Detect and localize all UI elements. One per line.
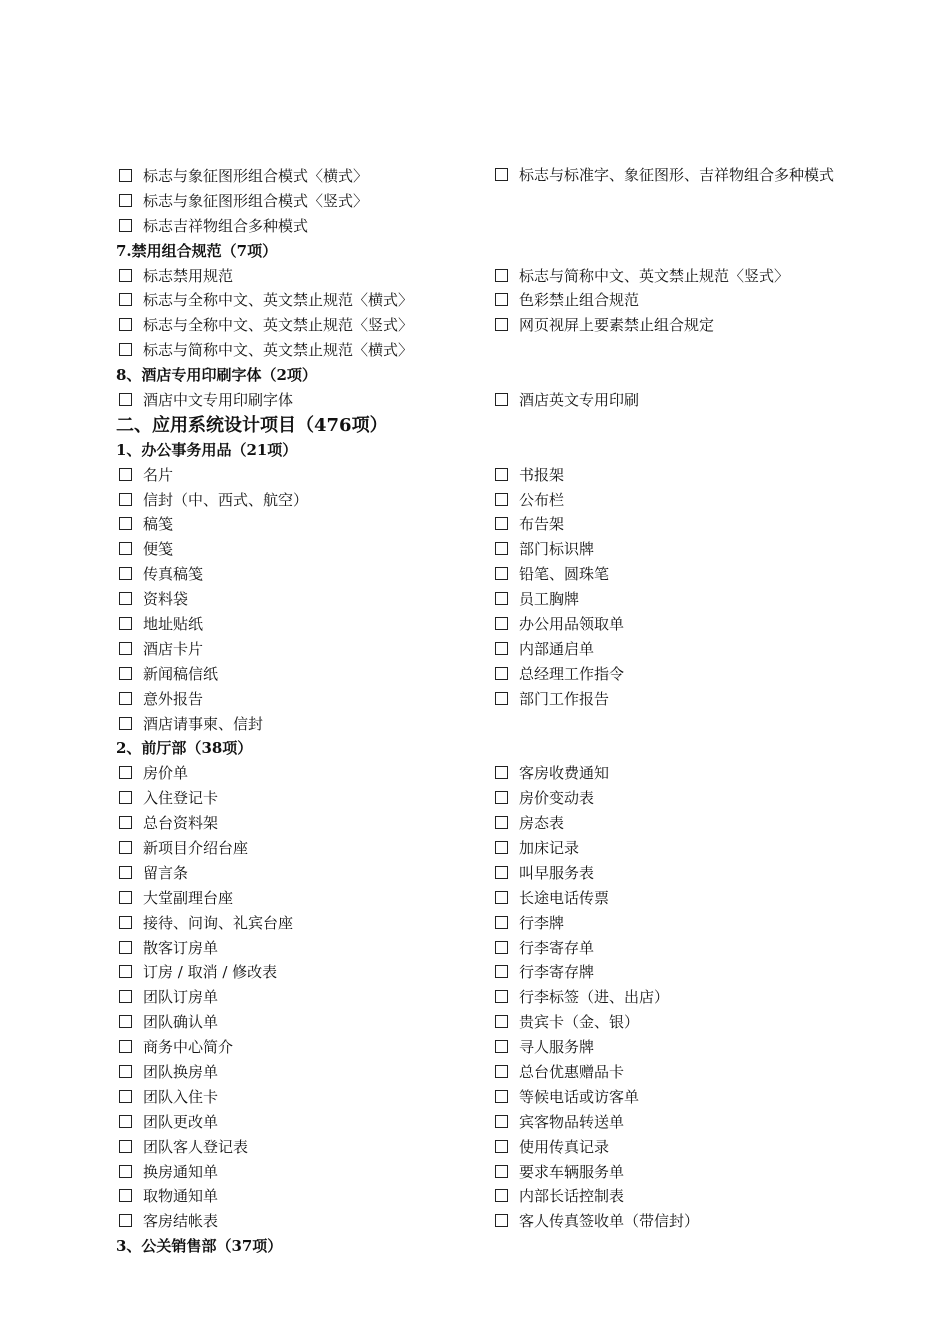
list-item: 取物通知单 <box>116 1185 492 1206</box>
list-item: 房态表 <box>492 812 846 833</box>
list-item: 传真稿笺 <box>116 563 492 584</box>
checkbox[interactable] <box>119 542 132 555</box>
list-item: 要求车辆服务单 <box>492 1161 846 1182</box>
checkbox[interactable] <box>495 468 508 481</box>
checkbox[interactable] <box>119 1140 132 1153</box>
checkbox[interactable] <box>119 891 132 904</box>
list-item: 大堂副理台座 <box>116 887 492 908</box>
list-item: 意外报告 <box>116 688 492 709</box>
list-item: 寻人服务牌 <box>492 1036 846 1057</box>
checkbox[interactable] <box>495 293 508 306</box>
checkbox[interactable] <box>119 393 132 406</box>
checkbox[interactable] <box>495 916 508 929</box>
checkbox[interactable] <box>119 318 132 331</box>
section-heading: 1、办公事务用品（21项） <box>116 440 298 459</box>
list-item: 团队订房单 <box>116 986 492 1007</box>
list-item: 新闻稿信纸 <box>116 663 492 684</box>
checkbox[interactable] <box>119 965 132 978</box>
list-item: 标志与简称中文、英文禁止规范〈竖式〉 <box>492 265 846 286</box>
checkbox[interactable] <box>119 1040 132 1053</box>
checkbox[interactable] <box>495 1040 508 1053</box>
list-item: 标志禁用规范 <box>116 265 492 286</box>
checkbox[interactable] <box>119 766 132 779</box>
list-item: 色彩禁止组合规范 <box>492 289 846 310</box>
checkbox[interactable] <box>119 269 132 282</box>
checkbox[interactable] <box>119 1165 132 1178</box>
part-heading: 二、应用系统设计项目（476项） <box>116 415 388 437</box>
checkbox[interactable] <box>119 791 132 804</box>
checkbox[interactable] <box>119 493 132 506</box>
checkbox[interactable] <box>495 965 508 978</box>
list-item: 行李寄存牌 <box>492 961 846 982</box>
list-item: 名片 <box>116 464 492 485</box>
checkbox[interactable] <box>495 941 508 954</box>
list-item: 房价变动表 <box>492 787 846 808</box>
checkbox[interactable] <box>119 517 132 530</box>
list-item: 团队更改单 <box>116 1111 492 1132</box>
list-item: 内部通启单 <box>492 638 846 659</box>
section-heading: 7.禁用组合规范（7项） <box>116 241 278 260</box>
checkbox[interactable] <box>495 617 508 630</box>
checkbox[interactable] <box>495 567 508 580</box>
list-item: 酒店请事柬、信封 <box>116 713 492 734</box>
checkbox[interactable] <box>119 1214 132 1227</box>
checkbox[interactable] <box>495 990 508 1003</box>
checkbox[interactable] <box>119 866 132 879</box>
list-item: 总台优惠赠品卡 <box>492 1061 846 1082</box>
list-item: 书报架 <box>492 464 846 485</box>
list-item: 内部长话控制表 <box>492 1185 846 1206</box>
checkbox[interactable] <box>495 393 508 406</box>
checkbox[interactable] <box>495 517 508 530</box>
checkbox[interactable] <box>119 642 132 655</box>
checkbox[interactable] <box>495 269 508 282</box>
checkbox[interactable] <box>119 1065 132 1078</box>
checkbox[interactable] <box>495 1015 508 1028</box>
checkbox[interactable] <box>119 617 132 630</box>
list-item: 部门标识牌 <box>492 538 846 559</box>
list-item: 宾客物品转送单 <box>492 1111 846 1132</box>
checkbox[interactable] <box>119 567 132 580</box>
checkbox[interactable] <box>495 667 508 680</box>
checkbox[interactable] <box>119 841 132 854</box>
checkbox[interactable] <box>495 1115 508 1128</box>
list-item: 房价单 <box>116 762 492 783</box>
checkbox[interactable] <box>119 916 132 929</box>
checkbox[interactable] <box>119 1189 132 1202</box>
document-page <box>116 163 846 1258</box>
checkbox[interactable] <box>495 1065 508 1078</box>
checkbox[interactable] <box>495 1140 508 1153</box>
list-item: 办公用品领取单 <box>492 613 846 634</box>
checkbox[interactable] <box>495 816 508 829</box>
list-item: 客房结帐表 <box>116 1210 492 1231</box>
section-heading: 8、酒店专用印刷字体（2项） <box>116 366 317 385</box>
list-item: 酒店英文专用印刷 <box>492 389 846 410</box>
list-item: 客人传真签收单（带信封） <box>492 1210 846 1231</box>
list-item: 新项目介绍台座 <box>116 837 492 858</box>
checkbox[interactable] <box>119 692 132 705</box>
list-item: 留言条 <box>116 862 492 883</box>
checkbox[interactable] <box>119 169 132 182</box>
checkbox[interactable] <box>495 1165 508 1178</box>
list-item: 行李标签（进、出店） <box>492 986 846 1007</box>
checkbox[interactable] <box>119 468 132 481</box>
list-item: 商务中心简介 <box>116 1036 492 1057</box>
list-item: 客房收费通知 <box>492 762 846 783</box>
list-item: 便笺 <box>116 538 492 559</box>
list-item: 资料袋 <box>116 588 492 609</box>
checkbox[interactable] <box>495 493 508 506</box>
checkbox[interactable] <box>495 692 508 705</box>
list-item: 散客订房单 <box>116 937 492 958</box>
list-item: 使用传真记录 <box>492 1136 846 1157</box>
checkbox[interactable] <box>119 1115 132 1128</box>
list-item: 团队换房单 <box>116 1061 492 1082</box>
logo-combination-block <box>116 163 846 213</box>
checkbox[interactable] <box>119 667 132 680</box>
list-item: 标志与标准字、象征图形、吉祥物组合多种模式 <box>492 163 846 213</box>
checkbox[interactable] <box>119 194 132 207</box>
checkbox[interactable] <box>495 866 508 879</box>
list-item: 信封（中、西式、航空） <box>116 489 492 510</box>
list-item: 入住登记卡 <box>116 787 492 808</box>
list-item: 铅笔、圆珠笔 <box>492 563 846 584</box>
list-item: 标志与全称中文、英文禁止规范〈竖式〉 <box>116 314 492 335</box>
list-item: 等候电话或访客单 <box>492 1086 846 1107</box>
list-item: 酒店中文专用印刷字体 <box>116 389 492 410</box>
list-item: 加床记录 <box>492 837 846 858</box>
list-item: 公布栏 <box>492 489 846 510</box>
list-item: 叫早服务表 <box>492 862 846 883</box>
list-item: 标志与全称中文、英文禁止规范〈横式〉 <box>116 289 492 310</box>
list-item: 部门工作报告 <box>492 688 846 709</box>
section-heading: 2、前厅部（38项） <box>116 739 253 758</box>
list-item: 团队确认单 <box>116 1011 492 1032</box>
list-item: 稿笺 <box>116 513 492 534</box>
checkbox[interactable] <box>495 592 508 605</box>
checkbox[interactable] <box>119 592 132 605</box>
list-item: 贵宾卡（金、银） <box>492 1011 846 1032</box>
checkbox[interactable] <box>119 816 132 829</box>
list-item: 行李牌 <box>492 912 846 933</box>
list-item: 布告架 <box>492 513 846 534</box>
checkbox[interactable] <box>119 1015 132 1028</box>
list-item: 团队入住卡 <box>116 1086 492 1107</box>
section-heading: 3、公关销售部（37项） <box>116 1237 283 1256</box>
checkbox[interactable] <box>119 717 132 730</box>
list-item: 行李寄存单 <box>492 937 846 958</box>
checkbox[interactable] <box>119 1090 132 1103</box>
list-item: 网页视屏上要素禁止组合规定 <box>492 314 846 335</box>
checkbox[interactable] <box>495 542 508 555</box>
checkbox[interactable] <box>119 219 132 232</box>
list-item: 标志与象征图形组合模式〈横式〉 <box>116 165 492 186</box>
list-item: 接待、问询、礼宾台座 <box>116 912 492 933</box>
list-item: 总经理工作指令 <box>492 663 846 684</box>
checkbox[interactable] <box>495 318 508 331</box>
checkbox[interactable] <box>495 841 508 854</box>
checkbox[interactable] <box>495 642 508 655</box>
list-item: 总台资料架 <box>116 812 492 833</box>
checkbox[interactable] <box>119 293 132 306</box>
checkbox[interactable] <box>119 941 132 954</box>
checkbox[interactable] <box>495 1214 508 1227</box>
list-item: 标志吉祥物组合多种模式 <box>116 215 492 236</box>
checkbox[interactable] <box>119 990 132 1003</box>
checkbox[interactable] <box>119 343 132 356</box>
checkbox[interactable] <box>495 1090 508 1103</box>
list-item: 长途电话传票 <box>492 887 846 908</box>
list-item: 标志与象征图形组合模式〈竖式〉 <box>116 190 492 211</box>
list-item: 团队客人登记表 <box>116 1136 492 1157</box>
checkbox[interactable] <box>495 168 508 181</box>
list-item: 换房通知单 <box>116 1161 492 1182</box>
list-item: 地址贴纸 <box>116 613 492 634</box>
list-item: 订房 / 取消 / 修改表 <box>116 961 492 982</box>
checkbox[interactable] <box>495 1189 508 1202</box>
checkbox[interactable] <box>495 891 508 904</box>
list-item: 标志与简称中文、英文禁止规范〈横式〉 <box>116 339 492 360</box>
list-item: 员工胸牌 <box>492 588 846 609</box>
list-item: 酒店卡片 <box>116 638 492 659</box>
checkbox[interactable] <box>495 766 508 779</box>
checkbox[interactable] <box>495 791 508 804</box>
